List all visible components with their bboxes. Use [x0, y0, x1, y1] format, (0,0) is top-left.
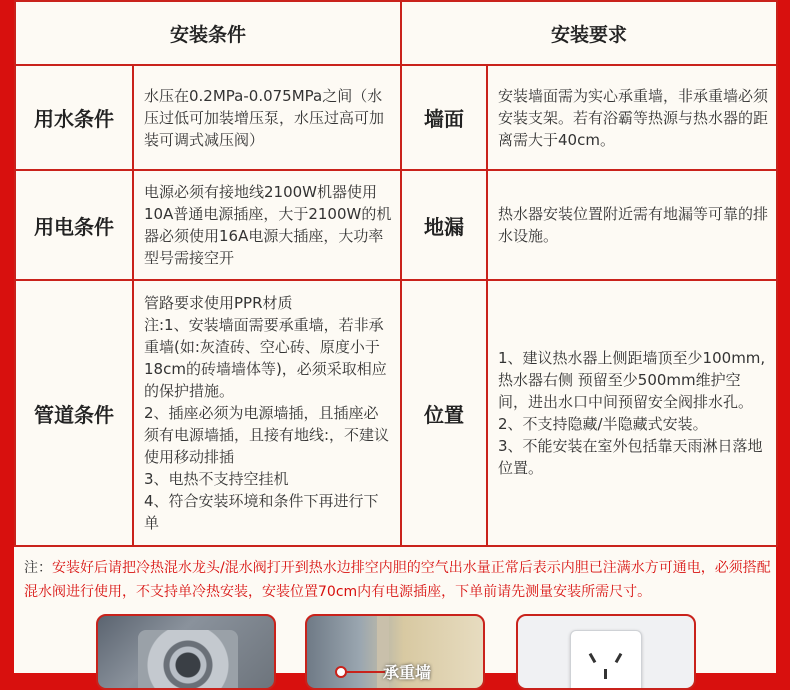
note-text: 安装好后请把冷热混水龙头/混水阀打开到热水边排空内胆的空气出水量正常后表示内胆已注满水方可通电，必须搭配混水阀进行使用，不支持单冷热安装，安装位置70cm内有电源插座，下单前请先测量安装所需尺寸。	[24, 560, 771, 600]
water-condition-label: 用水条件	[15, 65, 133, 170]
power-condition-label: 用电条件	[15, 170, 133, 280]
socket-photo	[516, 614, 696, 690]
install-conditions-header: 安装条件	[15, 1, 401, 65]
note-prefix: 注：	[24, 560, 52, 576]
wall-requirement-text: 安装墙面需为实心承重墙，非承重墙必须安装支架。若有浴霸等热源与热水器的距离需大于40cm。	[487, 65, 777, 170]
table-row	[15, 65, 777, 170]
installation-table	[14, 0, 778, 547]
photo-strip	[0, 614, 790, 682]
install-requirements-header: 安装要求	[401, 1, 777, 65]
wall-requirement-label: 墙面	[401, 65, 487, 170]
installation-note	[24, 556, 774, 604]
pipe-condition-text: 管路要求使用PPR材质 注:1、安装墙面需要承重墙，若非承重墙(如:灰渣砖、空心砖、原度小于18cm的砖墙墙体等)，必须采取相应的保护措施。 2、插座必须为电源墙插，且插座必须有电源墙插，且接有地线:，不建议使用移动排插 3、电热不支持空挂机 4、符合安装环境和条件下再进行下单	[133, 280, 401, 546]
drain-requirement-text: 热水器安装位置附近需有地漏等可靠的排水设施。	[487, 170, 777, 280]
water-condition-text: 水压在0.2MPa-0.075MPa之间（水压过低可加装增压泵，水压过高可加装可调式减压阀）	[133, 65, 401, 170]
load-bearing-wall-photo	[305, 614, 485, 690]
floor-drain-photo	[96, 614, 276, 690]
position-requirement-text: 1、建议热水器上侧距墙顶至少100mm,热水器右侧 预留至少500mm维护空间，进出水口中间预留安全阀排水孔。 2、不支持隐藏/半隐藏式安装。 3、不能安装在室外包括靠天雨淋日落地位置。	[487, 280, 777, 546]
table-row	[15, 280, 777, 546]
drain-requirement-label: 地漏	[401, 170, 487, 280]
position-requirement-label: 位置	[401, 280, 487, 546]
wall-tag: 承重墙	[383, 663, 432, 682]
table-row	[15, 170, 777, 280]
socket-icon	[570, 630, 642, 690]
floor-drain-image	[138, 630, 238, 690]
power-condition-text: 电源必须有接地线2100W机器使用10A普通电源插座，大于2100W的机器必须使用16A电源大插座，大功率型号需接空开	[133, 170, 401, 280]
pipe-condition-label: 管道条件	[15, 280, 133, 546]
